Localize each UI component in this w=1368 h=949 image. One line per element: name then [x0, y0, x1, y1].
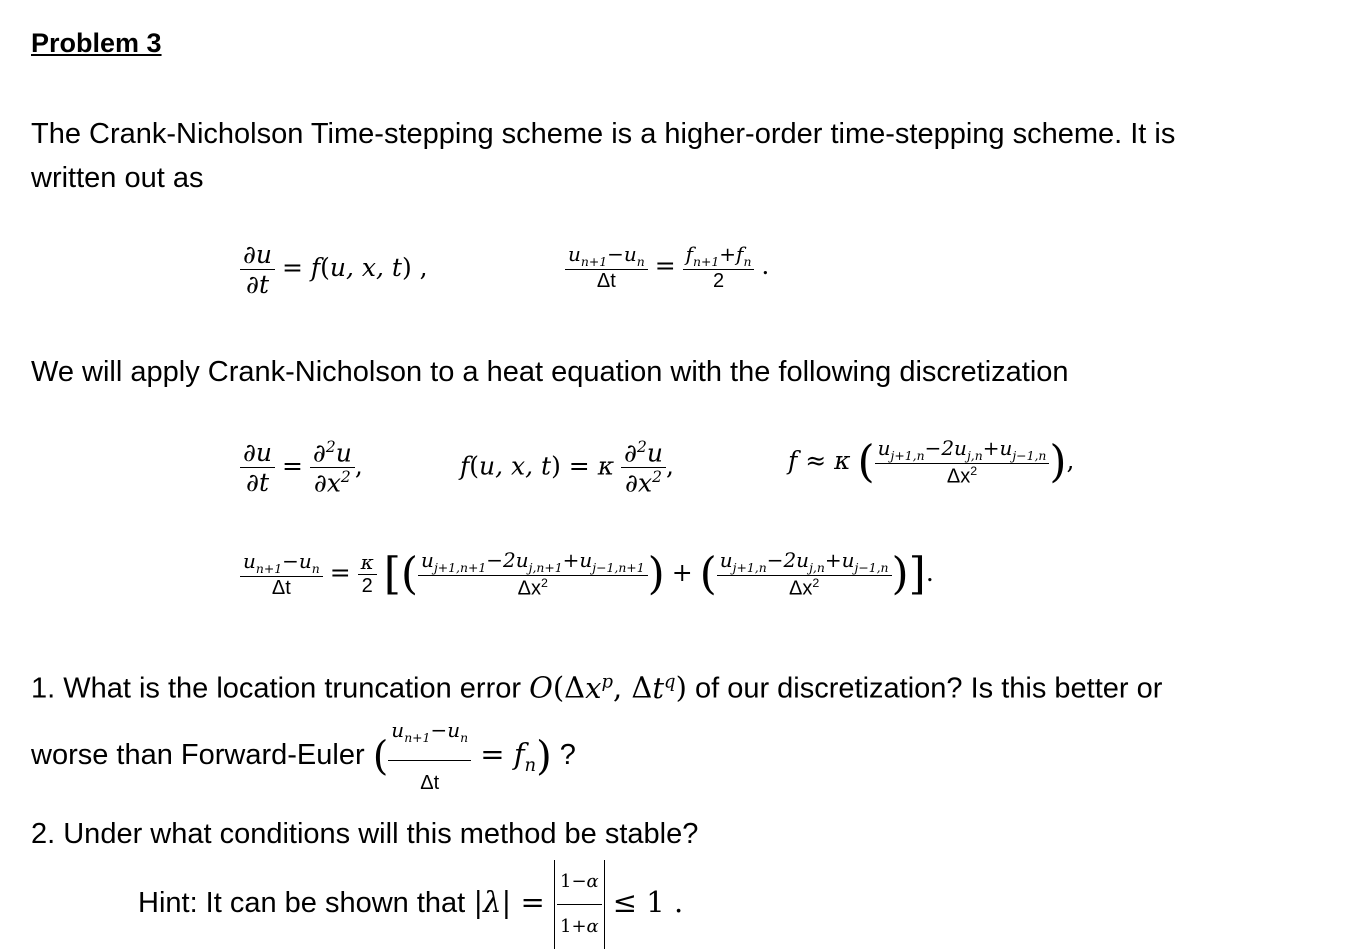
- question-1-text-d: ?: [551, 739, 576, 772]
- paragraph-2: We will apply Crank-Nicholson to a heat equation with the following discretization: [31, 356, 1069, 388]
- question-1-text-c: worse than Forward-Euler: [31, 739, 373, 772]
- full-discretization: $\frac{u_{n+1}-u_n}{\Delta t}$ = $\frac{\kappa}{2}$ [( $\frac{u_{j+1,n+1}-2u_{j,n+1}+u_{j-1,n+1}}{\Delta x^2}$ ) + ( $\frac{u_{j+1,n}-2u_{j,n}+u_{j-1,n}}{\Delta x^2}$ )].: [240, 548, 934, 601]
- f-definition: f(u, x, t) = κ $\frac{\partial^2u}{\partial x^2}$ ,: [460, 438, 674, 498]
- intro-line-1: The Crank-Nicholson Time-stepping scheme is a higher-order time-stepping scheme. It is: [31, 118, 1176, 150]
- hint-text: Hint: It can be shown that: [138, 887, 474, 920]
- f-approximation: f ≈ κ ( $\frac{u_{j+1,n}-2u_{j,n}+u_{j-1,n}}{\Delta x^2}$ ),: [788, 436, 1075, 488]
- question-2: 2. Under what conditions will this method be stable?: [31, 818, 699, 850]
- crank-nicholson-scheme: $\frac{u_{n+1}-u_n}{\Delta t}$ = $\frac{f_{n+1}+f_n}{2}$ .: [565, 242, 769, 293]
- question-1-line-1: 1. What is the location truncation error $O(\Delta x^p$, $\Delta t^q$) of our discretization? Is this better or: [31, 670, 1163, 705]
- ode-equation: $\frac{\partial u}{\partial t}$ = f(u, x, t) ,: [240, 240, 428, 299]
- question-1-text-a: 1. What is the location truncation error: [31, 672, 530, 705]
- problem-title: Problem 3: [31, 28, 162, 58]
- intro-line-2: written out as: [31, 162, 204, 194]
- hint-line: Hint: It can be shown that |λ| = $\frac{1-\alpha}{1+\alpha}$ ≤ 1 .: [138, 860, 683, 920]
- question-1-text-b: of our discretization? Is this better or: [686, 672, 1163, 705]
- question-1-line-2: worse than Forward-Euler ( $\frac{u_{n+1}-u_n}{\Delta t}$ = $f_n$) ?: [31, 708, 576, 805]
- heat-equation: $\frac{\partial u}{\partial t}$ = $\frac{\partial^2u}{\partial x^2}$ ,: [240, 438, 363, 498]
